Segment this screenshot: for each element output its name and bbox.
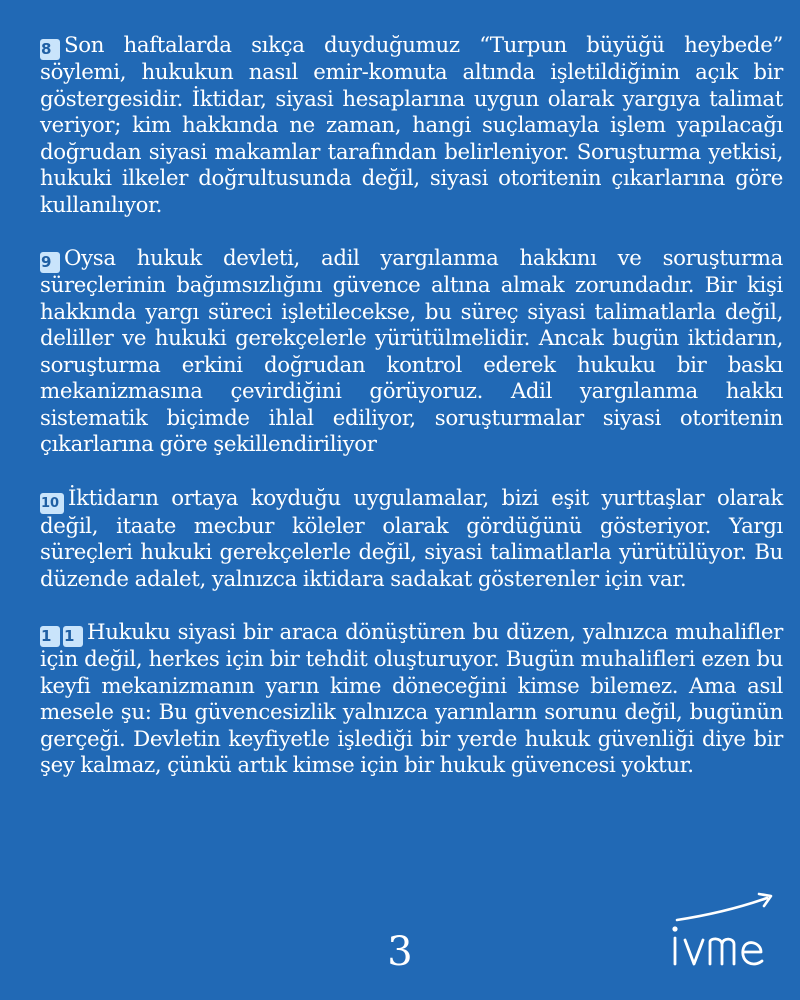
paragraph-text: Hukuku siyasi bir araca dönüştüren bu düzen, yalnızca muhalifler için değil, herkes için bir tehdit oluşturuyor. Bugün muhalifleri ezen bu keyfi mekanizmanın yarın kime döneceğini kimse bilemez. Ama asıl mesele şu: Bu güvencesizlik yalnızca yarınların sorunu değil, bugünün gerçeği. Devletin keyfiyetle işlediği bir yerde hukuk güvenliği diye bir şey kalmaz, çünkü artık kimse için bir hukuk güvencesi yoktur. xyxy=(40,620,783,778)
number-badge-9 xyxy=(40,246,60,273)
number-badge-11 xyxy=(40,620,83,647)
paragraph-10 xyxy=(40,486,783,594)
keycap-digit: 1 xyxy=(63,626,83,647)
paragraph-11 xyxy=(40,620,783,780)
keycap-digit: 8 xyxy=(40,39,60,60)
arrow-swoosh-icon xyxy=(663,886,781,976)
keycap-digit: 9 xyxy=(40,252,60,273)
number-badge-10 xyxy=(40,486,64,514)
keycap-ten: 10 xyxy=(40,493,64,514)
keycap-digit: 1 xyxy=(40,626,60,647)
paragraph-text: İktidarın ortaya koyduğu uygulamalar, bizi eşit yurttaşlar olarak değil, itaate mecbur köleler olarak gördüğünü gösteriyor. Yargı süreçleri hukuki gerekçelerle değil, siyasi talimatlarla yürütülüyor. Bu düzende adalet, yalnızca iktidara sadakat gösterenler için var. xyxy=(40,485,783,592)
paragraph-text: Oysa hukuk devleti, adil yargılanma hakkını ve soruşturma süreçlerinin bağımsızlığını güvence altına almak zorundadır. Bir kişi hakkında yargı süreci işletilecekse, bu süreç siyasi talimatlarla değil, deliller ve hukuki gerekçelerle yürütülmelidir. Ancak bugün iktidarın, soruşturma erkini doğrudan kontrol ederek hukuku bir baskı mekanizmasına çevirdiğini görüyoruz. Adil yargılanma hakkı sistematik biçimde ihlal ediliyor, soruşturmalar siyasi otoritenin çıkarlarına göre şekillendiriliyor xyxy=(40,246,783,457)
page-number: 3 xyxy=(387,929,413,975)
paragraph-8 xyxy=(40,33,783,219)
paragraph-text: Son haftalarda sıkça duyduğumuz “Turpun büyüğü heybede” söylemi, hukukun nasıl emir-komuta altında işletildiğinin açık bir göstergesidir. İktidar, siyasi hesaplarına uygun olarak yargıya talimat veriyor; kim hakkında ne zaman, hangi suçlamayla işlem yapılacağı doğrudan siyasi makamlar tarafından belirleniyor. Soruşturma yetkisi, hukuki ilkeler doğrultusunda değil, siyasi otoritenin çıkarlarına göre kullanılıyor. xyxy=(40,33,783,218)
ivme-logo xyxy=(663,886,781,976)
paragraph-9 xyxy=(40,246,783,459)
number-badge-8 xyxy=(40,33,60,60)
article-body xyxy=(40,33,783,807)
